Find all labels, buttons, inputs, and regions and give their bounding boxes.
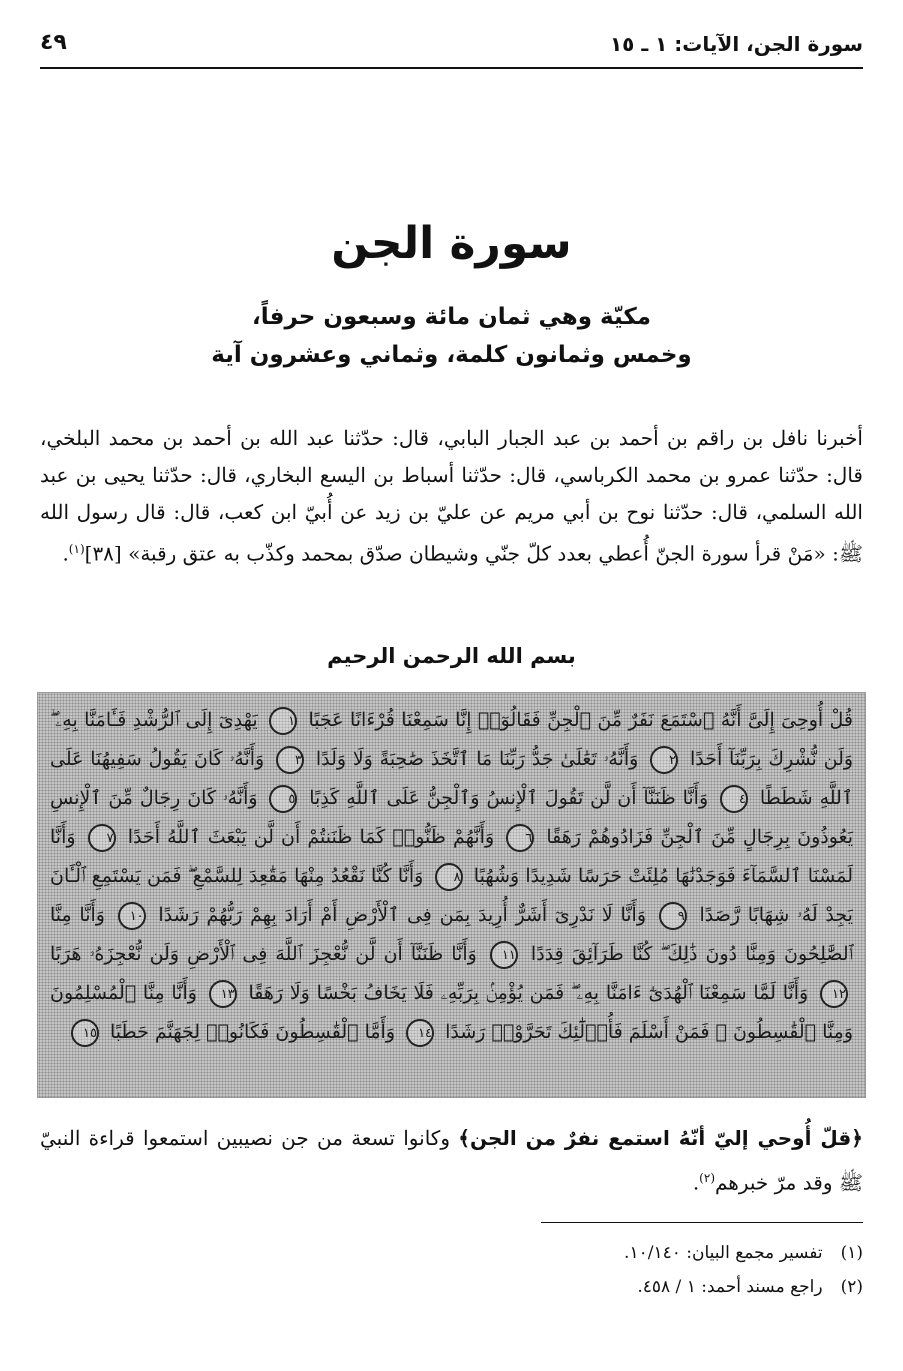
header-title: سورة الجن، الآيات: ١ ـ ١٥: [609, 32, 863, 56]
ayah-number: ٢: [650, 746, 678, 774]
subtitle-line-1: مكيّة وهي ثمان مائة وسبعون حرفاً،: [252, 304, 651, 330]
verse-text: وَأَنَّا لَا نَدْرِىٓ أَشَرٌّ أُرِيدَ بِمَن فِى ٱلْأَرْضِ أَمْ أَرَادَ بِهِمْ رَبُّهُمْ رَشَدًا: [158, 904, 646, 926]
verse-text: وَأَنَّهُۥ كَانَ رِجَالٌ مِّنَ ٱلْإِنسِ يَعُوذُونَ بِرِجَالٍ مِّنَ ٱلْجِنِّ فَزَادُوهُمْ رَهَقًا: [50, 787, 853, 848]
ayah-number: ١٢: [820, 980, 848, 1008]
ayah-number: ١٣: [209, 980, 237, 1008]
verse-text: وَأَنَّا مِنَّا ٱلْمُسْلِمُونَ وَمِنَّا ٱلْقَٰسِطُونَ ۖ فَمَنْ أَسْلَمَ فَأُو۟لَٰٓئِكَ تَحَرَّوْا۟ رَشَدًا: [50, 982, 853, 1043]
commentary-text: وكانوا تسعة من جن نصيبين استمعوا قراءة النبيّ ﷺ وقد مرّ خبرهم: [40, 1126, 863, 1195]
ayah-number: ١١: [490, 941, 518, 969]
verse-text: يَهْدِىٓ إِلَى ٱلرُّشْدِ فَـَٔامَنَّا بِهِۦ ۖ وَلَن نُّشْرِكَ بِرَبِّنَآ أَحَدًا: [50, 709, 854, 770]
footnote-text: تفسير مجمع البيان: ١٠/١٤٠.: [624, 1243, 823, 1263]
footnote-1: [40, 1236, 863, 1270]
ayah-number: ١٤: [406, 1019, 434, 1047]
verse-text: وَأَنَّهُۥ تَعَٰلَىٰ جَدُّ رَبِّنَا مَا ٱتَّخَذَ صَٰحِبَةً وَلَا وَلَدًا: [315, 748, 639, 770]
verse-text: وَأَنَّا ظَنَنَّآ أَن لَّن نُّعْجِزَ ٱللَّهَ فِى ٱلْأَرْضِ وَلَن نُّعْجِزَهُۥ هَرَبًا: [50, 943, 477, 965]
commentary-paragraph: [40, 1118, 863, 1203]
ayah-number: ٧: [88, 824, 116, 852]
footnote-number: (٢): [840, 1277, 863, 1297]
commentary-quote: ﴿قلّ أُوحي إليّ أنّهُ استمع نفرٌ من الجن﴾: [458, 1126, 863, 1150]
ayah-number: ٦: [506, 824, 534, 852]
subtitle-line-2: وخمس وثمانون كلمة، وثماني وعشرون آية: [211, 342, 692, 368]
header-rule: [40, 67, 863, 69]
footnote-text: راجع مسند أحمد: ١ / ٤٥٨.: [637, 1277, 823, 1297]
ayah-number: ٩: [659, 902, 687, 930]
verse-text: وَأَنَّهُمْ ظَنُّوا۟ كَمَا ظَنَنتُمْ أَن لَّن يَبْعَثَ ٱللَّهُ أَحَدًا: [127, 826, 495, 848]
footnote-2: [40, 1270, 863, 1304]
isnad-paragraph: [40, 420, 863, 573]
ayah-number: ١٠: [118, 902, 146, 930]
ayah-number: ١٥: [71, 1019, 99, 1047]
verse-text: قُلْ أُوحِىَ إِلَىَّ أَنَّهُ ٱسْتَمَعَ نَفَرٌ مِّنَ ٱلْجِنِّ فَقَالُوٓا۟ إِنَّا سَمِعْنَا قُرْءَانًا عَجَبًا: [308, 709, 853, 731]
ayah-number: ٤: [720, 785, 748, 813]
surah-title: سورة الجن: [331, 218, 572, 269]
isnad-end: .: [62, 541, 69, 566]
isnad-text: أخبرنا نافل بن راقم بن أحمد بن عبد الجبار البابي، قال: حدّثنا عبد الله بن أحمد بن محمد البلخي، قال: حدّثنا عمرو بن محمد الكرباسي، قال: حدّثنا أسباط بن اليسع البخاري، قال: حدّثنا يحيى بن عبد الله السلمي، قال: حدّثنا نوح بن أبي مريم عن عليّ بن زيد عن أُبيّ ابن كعب، قال: قال رسول الله ﷺ: «مَنْ قرأ سورة الجنّ أُعطي بعدد كلّ جنّي وشيطان صدّق بمحمد وكذّب به عتق رقبة» [٣٨]: [40, 426, 863, 566]
verse-text: وَأَمَّا ٱلْقَٰسِطُونَ فَكَانُوا۟ لِجَهَنَّمَ حَطَبًا: [110, 1021, 395, 1043]
verse-text: وَأَنَّا لَمَّا سَمِعْنَا ٱلْهُدَىٰٓ ءَامَنَّا بِهِۦ ۖ فَمَن يُؤْمِنۢ بِرَبِّهِۦ فَلَا يَخَافُ بَخْسًا وَلَا رَهَقًا: [248, 982, 809, 1004]
ayah-number: ١: [269, 707, 297, 735]
verse-text: وَأَنَّا مِنَّا ٱلصَّٰلِحُونَ وَمِنَّا دُونَ ذَٰلِكَ ۖ كُنَّا طَرَآئِقَ قِدَدًا: [50, 904, 853, 965]
quran-verses: [50, 701, 853, 1052]
verse-text: وَأَنَّا كُنَّا نَقْعُدُ مِنْهَا مَقَٰعِدَ لِلسَّمْعِ ۖ فَمَن يَسْتَمِعِ ٱلْـَٔانَ يَجِدْ لَهُۥ شِهَابًا رَّصَدًا: [50, 865, 853, 926]
footnote-ref-2: (٢): [699, 1171, 715, 1185]
verse-text: وَأَنَّا ظَنَنَّآ أَن لَّن تَقُولَ ٱلْإِنسُ وَٱلْجِنُّ عَلَى ٱللَّهِ كَذِبًا: [309, 787, 709, 809]
ayah-number: ٣: [276, 746, 304, 774]
quran-verses-box: [37, 692, 866, 1098]
running-header: [40, 28, 863, 64]
footnote-number: (١): [840, 1243, 863, 1263]
footnote-rule: [541, 1222, 863, 1223]
basmala: بسم الله الرحمن الرحيم: [327, 644, 576, 668]
page-number: ٤٩: [40, 30, 67, 55]
commentary-end: .: [692, 1170, 700, 1195]
footnotes: [40, 1236, 863, 1304]
ayah-number: ٥: [269, 785, 297, 813]
footnote-ref-1: (١): [68, 542, 85, 556]
ayah-number: ٨: [435, 863, 463, 891]
verse-text: وَأَنَّهُۥ كَانَ يَقُولُ سَفِيهُنَا عَلَى ٱللَّهِ شَطَطًا: [50, 748, 853, 809]
verse-text: وَأَنَّا لَمَسْنَا ٱلسَّمَآءَ فَوَجَدْنَٰهَا مُلِئَتْ حَرَسًا شَدِيدًا وَشُهُبًا: [50, 826, 853, 887]
